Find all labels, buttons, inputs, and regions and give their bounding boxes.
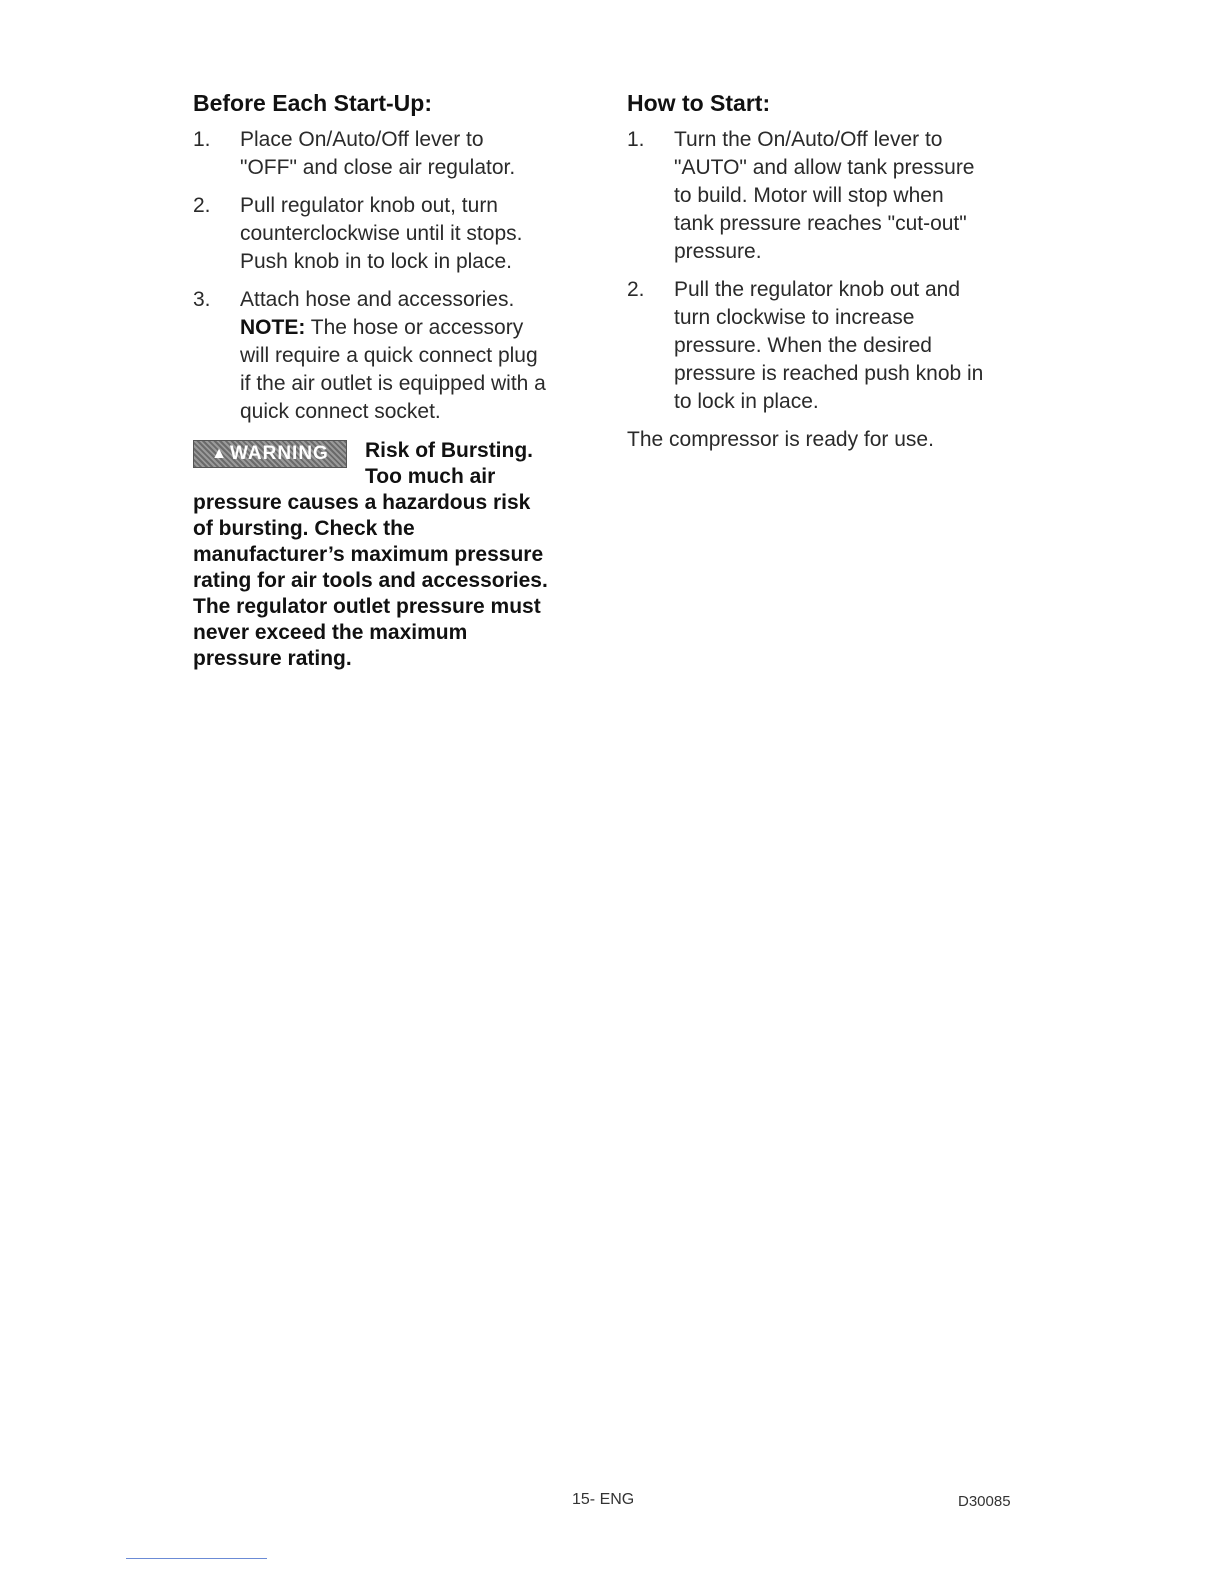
- warning-block: [193, 438, 603, 672]
- step-text-line: Pull the regulator knob out and: [674, 278, 961, 301]
- warning-line: pressure rating.: [193, 647, 352, 670]
- step-number: 2.: [627, 278, 645, 301]
- warning-line: Too much air: [365, 465, 496, 488]
- note-line: [240, 314, 603, 342]
- step-text-line: quick connect socket.: [240, 400, 441, 423]
- warning-line: Risk of Bursting.: [365, 439, 534, 462]
- list-item: [193, 126, 603, 182]
- step-text-line: to build. Motor will stop when: [674, 184, 944, 207]
- closing-text: The compressor is ready for use.: [627, 428, 934, 451]
- step-number: 1.: [193, 128, 211, 151]
- section-heading-before-start: Before Each Start-Up:: [193, 90, 432, 116]
- warning-line: of bursting. Check the: [193, 517, 415, 540]
- list-item: [627, 276, 1037, 416]
- step-text-line: Pull regulator knob out, turn: [240, 194, 498, 217]
- step-text-line: pressure is reached push knob in: [674, 362, 984, 385]
- warning-title: [365, 438, 533, 490]
- list-item: [627, 126, 1037, 266]
- step-text-line: "AUTO" and allow tank pressure: [674, 156, 975, 179]
- warning-line: The regulator outlet pressure must: [193, 595, 541, 618]
- step-text-line: "OFF" and close air regulator.: [240, 156, 516, 179]
- warning-line: pressure causes a hazardous risk: [193, 491, 531, 514]
- warning-line: never exceed the maximum: [193, 621, 468, 644]
- step-text-line: Place On/Auto/Off lever to: [240, 128, 484, 151]
- warning-triangle-icon: ▲: [211, 445, 228, 462]
- warning-badge: [193, 440, 347, 468]
- step-text-line: will require a quick connect plug: [240, 344, 538, 367]
- step-text-line: pressure.: [674, 240, 762, 263]
- warning-header: [193, 438, 603, 490]
- warning-line: rating for air tools and accessories.: [193, 569, 548, 592]
- note-label: NOTE:: [240, 316, 306, 339]
- warning-badge-label: WARNING: [230, 443, 329, 464]
- list-item: [193, 192, 603, 276]
- document-code: D30085: [958, 1493, 1011, 1510]
- step-text-line: if the air outlet is equipped with a: [240, 372, 546, 395]
- step-text-line: turn clockwise to increase: [674, 306, 915, 329]
- step-text-line: Push knob in to lock in place.: [240, 250, 512, 273]
- divider: [126, 1558, 267, 1559]
- how-to-start-steps: [627, 126, 1037, 416]
- step-number: 3.: [193, 288, 211, 311]
- step-number: 1.: [627, 128, 645, 151]
- right-column: [627, 88, 1037, 454]
- warning-line: manufacturer’s maximum pressure: [193, 543, 544, 566]
- note-text: The hose or accessory: [305, 316, 524, 339]
- step-text-line: Turn the On/Auto/Off lever to: [674, 128, 943, 151]
- step-number: 2.: [193, 194, 211, 217]
- step-text-line: to lock in place.: [674, 390, 819, 413]
- step-text-line: counterclockwise until it stops.: [240, 222, 523, 245]
- section-heading-how-to-start: How to Start:: [627, 90, 771, 116]
- list-item: [193, 286, 603, 426]
- step-text-line: Attach hose and accessories.: [240, 288, 515, 311]
- before-start-steps: [193, 126, 603, 426]
- left-column: [193, 88, 603, 672]
- page-number: 15- ENG: [572, 1491, 635, 1508]
- step-text-line: tank pressure reaches "cut-out": [674, 212, 967, 235]
- step-text-line: pressure. When the desired: [674, 334, 932, 357]
